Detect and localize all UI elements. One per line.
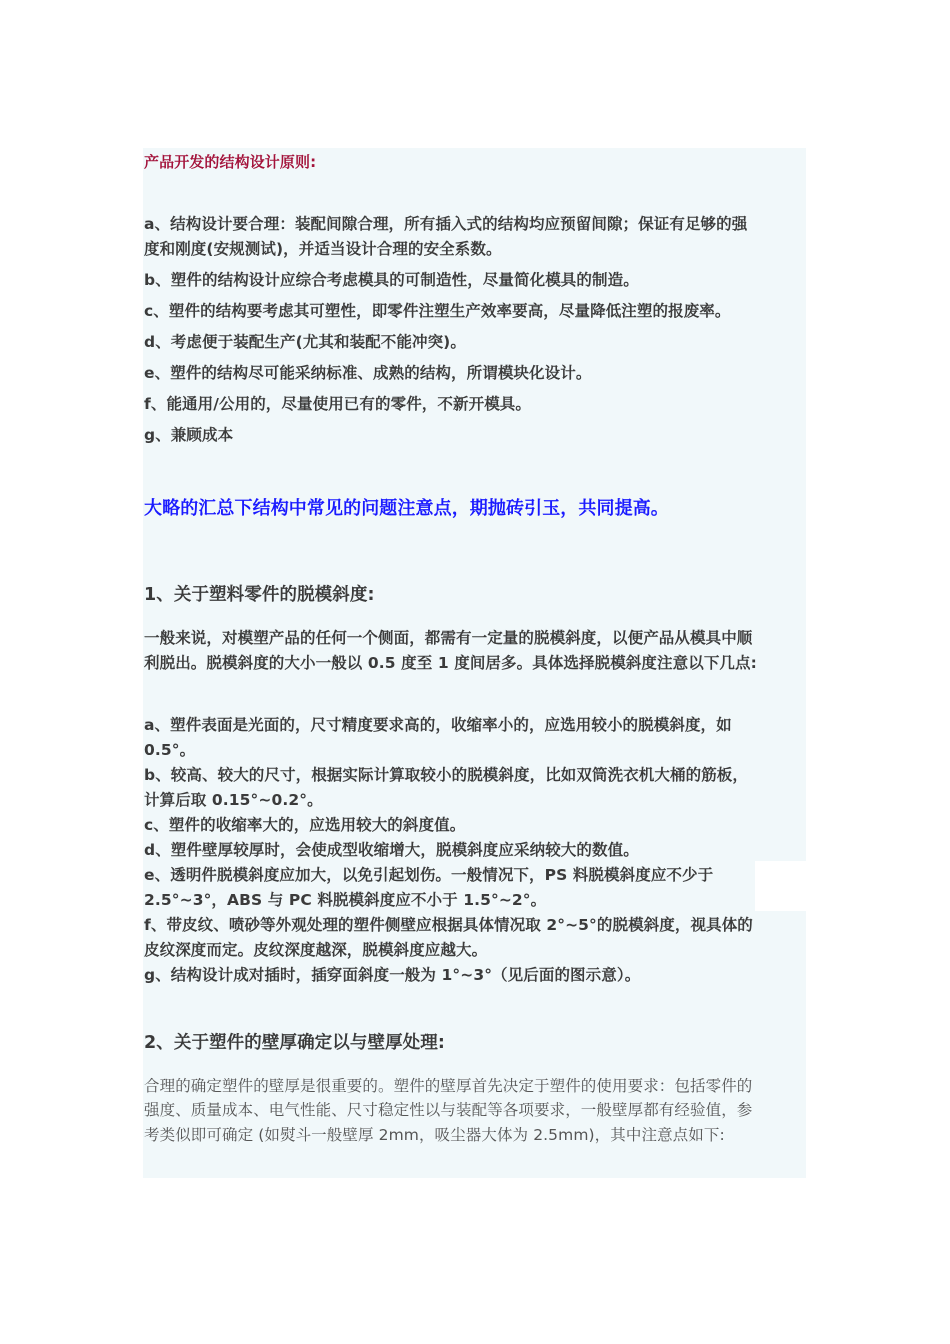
section1-point-line: 计算后取 0.15°~0.2°。	[144, 791, 323, 809]
summary-heading: 大略的汇总下结构中常见的问题注意点，期抛砖引玉，共同提高。	[144, 498, 669, 519]
principle-line: a、结构设计要合理：装配间隙合理，所有插入式的结构均应预留间隙；保证有足够的强	[144, 215, 748, 233]
section2-heading: 2、关于塑件的壁厚确定以与壁厚处理:	[144, 1033, 445, 1053]
section1-point-line: e、透明件脱模斜度应加大，以免引起划伤。一般情况下，PS 料脱模斜度应不少于	[144, 866, 714, 884]
section1-point-line: a、塑件表面是光面的，尺寸精度要求高的，收缩率小的，应选用较小的脱模斜度，如	[144, 716, 732, 734]
background-gap	[755, 861, 806, 911]
section2-body-line: 合理的确定塑件的壁厚是很重要的。塑件的壁厚首先决定于塑件的使用要求：包括零件的	[144, 1077, 753, 1095]
section2-body-line: 考类似即可确定 (如熨斗一般壁厚 2mm，吸尘器大体为 2.5mm)，其中注意点如下:	[144, 1126, 725, 1144]
doc-title: 产品开发的结构设计原则:	[144, 153, 317, 171]
section1-point-line: 皮纹深度而定。皮纹深度越深，脱模斜度应越大。	[144, 941, 488, 959]
section1-point-line: 2.5°~3°，ABS 与 PC 料脱模斜度应不小于 1.5°~2°。	[144, 891, 547, 909]
section1-intro-line: 利脱出。脱模斜度的大小一般以 0.5 度至 1 度间居多。具体选择脱模斜度注意以下几点:	[144, 654, 757, 672]
section1-point-line: 0.5°。	[144, 741, 196, 759]
section1-intro-line: 一般来说，对模塑产品的任何一个侧面，都需有一定量的脱模斜度，以便产品从模具中顺	[144, 629, 753, 647]
section1-heading: 1、关于塑料零件的脱模斜度:	[144, 585, 375, 605]
principle-line: g、兼顾成本	[144, 426, 234, 444]
section1-point-line: f、带皮纹、喷砂等外观处理的塑件侧壁应根据具体情况取 2°~5°的脱模斜度，视具体的	[144, 916, 753, 934]
principle-line: f、能通用/公用的，尽量使用已有的零件，不新开模具。	[144, 395, 532, 413]
section1-point-line: b、较高、较大的尺寸，根据实际计算取较小的脱模斜度，比如双筒洗衣机大桶的筋板，	[144, 766, 748, 784]
principle-line: 度和刚度(安规测试)，并适当设计合理的安全系数。	[144, 240, 502, 258]
section1-point-line: c、塑件的收缩率大的，应选用较大的斜度值。	[144, 816, 466, 834]
principle-line: d、考虑便于装配生产(尤其和装配不能冲突)。	[144, 333, 466, 351]
principle-line: e、塑件的结构尽可能采纳标准、成熟的结构，所谓模块化设计。	[144, 364, 592, 382]
principle-line: c、塑件的结构要考虑其可塑性，即零件注塑生产效率要高，尽量降低注塑的报废率。	[144, 302, 731, 320]
section2-body-line: 强度、质量成本、电气性能、尺寸稳定性以与装配等各项要求，一般壁厚都有经验值，参	[144, 1101, 753, 1119]
section1-point-line: g、结构设计成对插时，插穿面斜度一般为 1°~3°（见后面的图示意）。	[144, 966, 641, 984]
principle-line: b、塑件的结构设计应综合考虑模具的可制造性，尽量简化模具的制造。	[144, 271, 639, 289]
section1-point-line: d、塑件壁厚较厚时，会使成型收缩增大，脱模斜度应采纳较大的数值。	[144, 841, 639, 859]
